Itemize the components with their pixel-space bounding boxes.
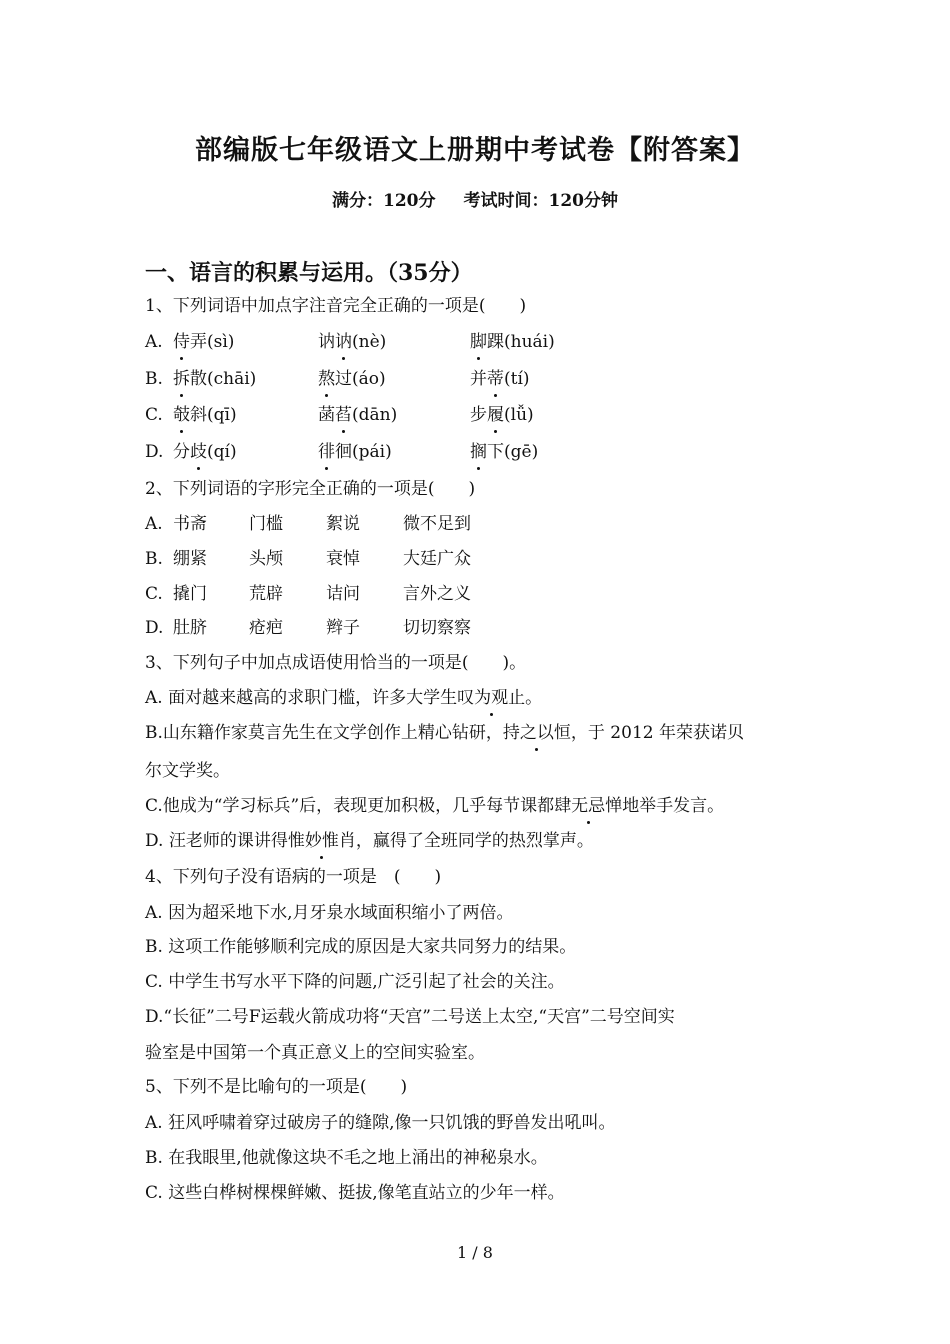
- q1-option-b: [145, 367, 815, 391]
- dotted-idiom: 肆无忌惮: [554, 796, 623, 816]
- q5-option-b: B. 在我眼里,他就像这块不毛之地上涌出的神秘泉水。: [145, 1148, 548, 1168]
- exam-time: 考试时间：120分钟: [463, 191, 618, 211]
- q4-option-c: C. 中学生书写水平下降的问题,广泛引起了社会的关注。: [145, 972, 565, 992]
- q4-option-a: A. 因为超采地下水,月牙泉水域面积缩小了两倍。: [145, 903, 514, 923]
- q3-option-b-cont: 尔文学奖。: [145, 761, 230, 781]
- word: 絮说: [326, 514, 360, 534]
- option-label: A.: [145, 332, 163, 352]
- word: 书斋: [173, 514, 207, 534]
- word: 言外之义: [403, 584, 471, 604]
- q2-option-c: [145, 582, 815, 606]
- option-label: D.: [145, 618, 164, 638]
- question-4-stem: 4、下列句子没有语病的一项是 ( ): [145, 867, 442, 887]
- q1-option-c: [145, 403, 815, 427]
- score-info: [0, 186, 950, 211]
- word: 微不足到: [403, 514, 471, 534]
- q3-option-c: C.他成为“学习标兵”后，表现更加积极，几乎每节课都肆无忌惮地举手发言。: [145, 796, 725, 816]
- q4-option-b: B. 这项工作能够顺利完成的原因是大家共同努力的结果。: [145, 937, 577, 957]
- q1-b-item-2: 熬过(áo): [318, 369, 386, 389]
- word: 诘问: [326, 584, 360, 604]
- section-heading: 一、语言的积累与运用。（35分）: [145, 260, 473, 286]
- word: 荒辟: [249, 584, 283, 604]
- option-label: A.: [145, 514, 163, 534]
- q4-option-d-cont: 验室是中国第一个真正意义上的空间实验室。: [145, 1043, 485, 1063]
- q1-d-item-3: 搁下(gē): [470, 442, 539, 462]
- q1-option-a: [145, 330, 815, 354]
- word: 门槛: [249, 514, 283, 534]
- word: 切切察察: [403, 618, 471, 638]
- word: 疮疤: [249, 618, 283, 638]
- q1-a-item-3: 脚踝(huái): [470, 332, 555, 352]
- q1-d-item-2: 徘徊(pái): [318, 442, 392, 462]
- page-title: 部编版七年级语文上册期中考试卷【附答案】: [195, 135, 755, 166]
- question-5-stem: 5、下列不是比喻句的一项是( ): [145, 1077, 408, 1097]
- q1-b-item-1: 拆散(chāi): [173, 369, 257, 389]
- q1-d-item-1: 分歧(qí): [173, 442, 237, 462]
- q2-option-a: [145, 512, 815, 536]
- q5-option-c: C. 这些白桦树棵棵鲜嫩、挺拔,像笔直站立的少年一样。: [145, 1183, 565, 1203]
- option-label: D.: [145, 442, 164, 462]
- word: 肚脐: [173, 618, 207, 638]
- q1-a-item-2: 讷讷(nè): [318, 332, 387, 352]
- page-number: 1 / 8: [457, 1243, 493, 1262]
- option-label: B.: [145, 369, 163, 389]
- word: 大廷广众: [403, 549, 471, 569]
- q1-c-item-1: 攲斜(qī): [173, 405, 237, 425]
- question-1-stem: 1、下列词语中加点字注音完全正确的一项是( ): [145, 296, 527, 316]
- word: 头颅: [249, 549, 283, 569]
- q2-option-b: [145, 547, 815, 571]
- dotted-idiom: 持之以恒: [502, 723, 571, 743]
- q1-option-d: [145, 440, 815, 464]
- dotted-idiom: 惟妙惟肖: [287, 831, 356, 851]
- option-label: C.: [145, 405, 163, 425]
- question-2-stem: 2、下列词语的字形完全正确的一项是( ): [145, 479, 476, 499]
- q1-c-item-2: 菡萏(dān): [318, 405, 398, 425]
- option-label: C.: [145, 584, 163, 604]
- word: 绷紧: [173, 549, 207, 569]
- q3-option-a: A. 面对越来越高的求职门槛，许多大学生叹为观止。: [145, 688, 543, 708]
- question-3-stem: 3、下列句子中加点成语使用恰当的一项是( )。: [145, 653, 527, 673]
- q1-a-item-1: 侍弄(sì): [173, 332, 235, 352]
- q4-option-d: D.“长征”二号F运载火箭成功将“天宫”二号送上太空,“天宫”二号空间实: [145, 1007, 675, 1027]
- q1-c-item-3: 步履(lǚ): [470, 405, 534, 425]
- word: 衰悼: [326, 549, 360, 569]
- q2-option-d: [145, 616, 815, 640]
- q3-option-b: B.山东籍作家莫言先生在文学创作上精心钻研，持之以恒，于 2012 年荣获诺贝: [145, 723, 744, 743]
- word: 辫子: [326, 618, 360, 638]
- word: 撬门: [173, 584, 207, 604]
- full-score: 满分：120分: [332, 191, 436, 211]
- option-label: B.: [145, 549, 163, 569]
- dotted-idiom: 叹为观止: [457, 688, 526, 708]
- q3-option-d: D. 汪老师的课讲得惟妙惟肖，赢得了全班同学的热烈掌声。: [145, 831, 594, 851]
- q5-option-a: A. 狂风呼啸着穿过破房子的缝隙,像一只饥饿的野兽发出吼叫。: [145, 1113, 616, 1133]
- q1-b-item-3: 并蒂(tí): [470, 369, 530, 389]
